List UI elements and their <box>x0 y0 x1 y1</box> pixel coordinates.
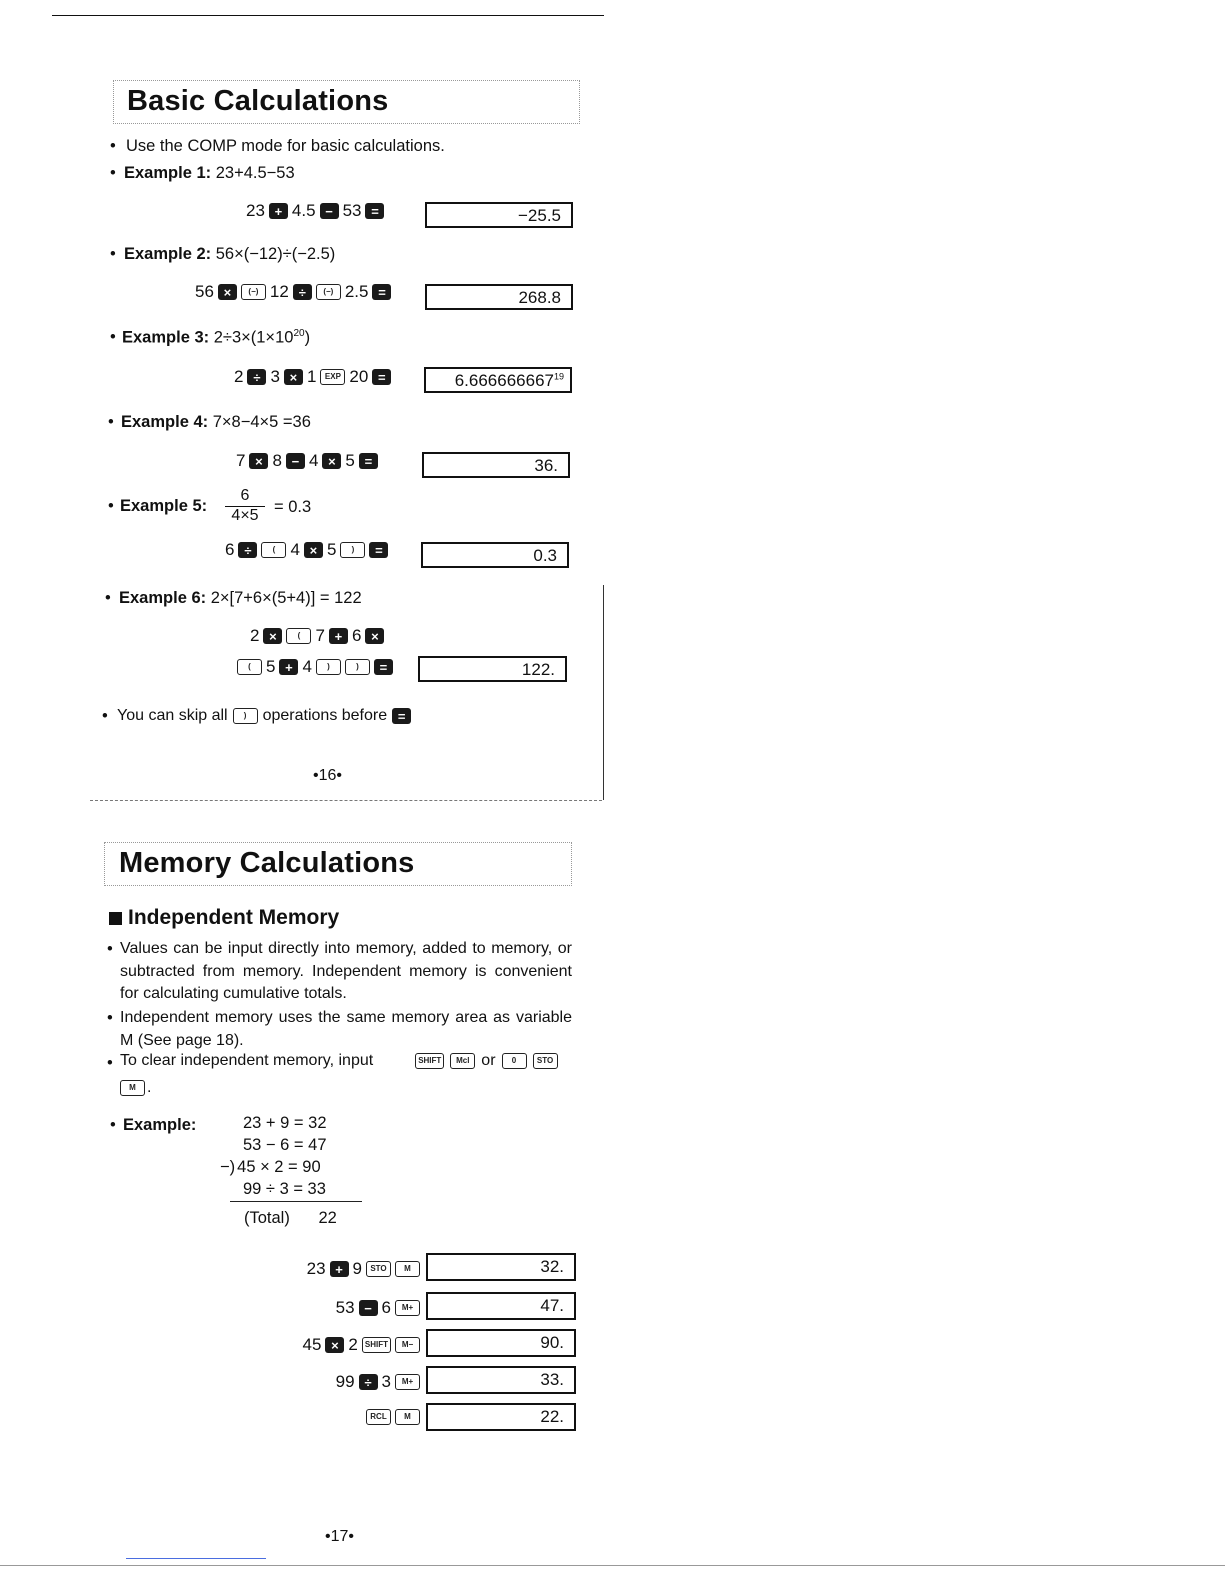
minus-key: − <box>286 453 305 469</box>
key-sequence <box>246 201 384 221</box>
example-1-line <box>124 164 295 183</box>
example-2-line <box>124 245 335 264</box>
key-value: 12 <box>269 282 289 301</box>
key-value: 9 <box>352 1259 362 1278</box>
key-value: 3 <box>381 1372 391 1391</box>
key-value: 8 <box>272 451 282 470</box>
key-sequence <box>236 451 378 471</box>
result-display: −25.5 <box>425 202 573 228</box>
divide-key: ÷ <box>293 284 312 300</box>
multiply-key: × <box>249 453 268 469</box>
key-value: 2 <box>250 626 260 645</box>
equals-key: = <box>372 284 391 300</box>
bullet-dot: • <box>110 1116 116 1134</box>
connector-text: or <box>481 1052 496 1069</box>
bullet-dot: • <box>107 1054 113 1072</box>
bullet-text: Independent memory uses the same memory area as variable M (See page 18). <box>120 1009 572 1049</box>
page-title: Basic Calculations <box>127 85 389 117</box>
close-paren-key: ) <box>233 708 258 724</box>
bullet-text: Values can be input directly into memory, added to memory, or subtracted from memory. Independent memory is convenient for calculating cumulative totals. <box>120 940 572 1002</box>
key-value: 23 <box>306 1259 326 1278</box>
multiply-key: × <box>325 1337 344 1353</box>
close-paren-key: ) <box>345 659 370 675</box>
negative-key: (−) <box>241 284 266 300</box>
key-sequence <box>336 1298 420 1318</box>
calc-row <box>243 1136 327 1155</box>
result-display: 122. <box>418 656 567 682</box>
key-value: 2.5 <box>344 282 369 301</box>
shift-key: SHIFT <box>362 1337 391 1353</box>
key-sequence <box>366 1409 420 1425</box>
clear-memory-instruction <box>120 1052 558 1070</box>
total-label: (Total) <box>244 1209 290 1227</box>
example-label: Example 4: <box>121 413 209 431</box>
calc-expression: 53 − 6 = 47 <box>243 1136 327 1154</box>
equals-key: = <box>392 708 411 724</box>
calc-row <box>243 1114 327 1133</box>
divide-key: ÷ <box>247 369 266 385</box>
fraction <box>225 487 265 525</box>
calc-prefix: −) <box>220 1158 236 1176</box>
multiply-key: × <box>284 369 303 385</box>
key-value: 6 <box>381 1298 391 1317</box>
display-exponent: 19 <box>553 371 564 382</box>
key-value: 99 <box>335 1372 355 1391</box>
bullet-dot: • <box>108 497 114 515</box>
key-sequence <box>237 657 393 677</box>
sto-key: STO <box>366 1261 391 1277</box>
minus-key: − <box>320 203 339 219</box>
key-sequence <box>303 1335 421 1355</box>
key-value: 4 <box>308 451 319 470</box>
bullet-dot: • <box>110 164 116 182</box>
note-text: operations before <box>262 707 388 724</box>
shift-key: SHIFT <box>415 1053 444 1069</box>
example-expression: 56×(−12)÷(−2.5) <box>215 245 336 263</box>
plus-key: + <box>269 203 288 219</box>
key-value: 4.5 <box>291 201 316 220</box>
heading-square-icon <box>109 912 122 925</box>
subsection-heading <box>109 906 339 930</box>
example-6-line <box>119 589 362 608</box>
key-value: 6 <box>225 540 235 559</box>
key-value: 2 <box>234 367 244 386</box>
key-value: 23 <box>246 201 265 220</box>
bullet-dot: • <box>110 137 116 155</box>
example-expression: 7×8−4×5 =36 <box>212 413 311 431</box>
key-sequence <box>234 367 391 387</box>
total-value: 22 <box>318 1209 337 1227</box>
example-expression: 2×[7+6×(5+4)] = 122 <box>210 589 362 607</box>
page-edge <box>603 585 604 800</box>
result-display: 90. <box>426 1329 576 1357</box>
key-sequence <box>250 626 384 646</box>
top-rule <box>52 15 604 16</box>
m-plus-key: M+ <box>395 1300 420 1316</box>
example-expression: 2÷3×(1×10 <box>213 328 294 347</box>
page-number: •16• <box>313 767 342 784</box>
m-key: M <box>395 1261 420 1277</box>
result-display: 32. <box>426 1253 576 1281</box>
rcl-key: RCL <box>366 1409 391 1425</box>
key-value: 45 <box>302 1335 322 1354</box>
calc-row <box>243 1180 326 1199</box>
mcl-key: Mcl <box>450 1053 475 1069</box>
bullet-dot: • <box>102 707 108 725</box>
example-3-line <box>122 328 310 348</box>
bullet-dot: • <box>107 940 113 958</box>
bullet-dot: • <box>110 245 116 263</box>
key-value: 6 <box>351 626 362 645</box>
divide-key: ÷ <box>359 1374 378 1390</box>
sto-key: STO <box>533 1053 558 1069</box>
key-value: 53 <box>335 1298 355 1317</box>
m-plus-key: M+ <box>395 1374 420 1390</box>
m-minus-key: M− <box>395 1337 420 1353</box>
example-label: Example: <box>123 1116 197 1134</box>
open-paren-key: ( <box>237 659 262 675</box>
example-expression: 23+4.5−53 <box>215 164 295 182</box>
calc-expression: 45 × 2 = 90 <box>237 1158 321 1176</box>
example-expression: = 0.3 <box>274 498 312 516</box>
example-label: Example 5: <box>120 497 208 515</box>
key-value: 7 <box>315 626 325 645</box>
result-display: 268.8 <box>425 284 573 310</box>
equals-key: = <box>359 453 378 469</box>
calc-expression: 99 ÷ 3 = 33 <box>243 1180 326 1198</box>
bullet-text: To clear independent memory, input <box>120 1052 374 1069</box>
key-value: 4 <box>302 657 312 676</box>
calc-row <box>220 1158 321 1177</box>
note-text: You can skip all <box>117 707 228 724</box>
display-value: 6.666666667 <box>454 371 554 390</box>
multiply-key: × <box>218 284 237 300</box>
m-key: M <box>120 1080 145 1096</box>
plus-key: + <box>279 659 298 675</box>
bottom-rule <box>0 1565 1225 1566</box>
key-value: 53 <box>342 201 362 220</box>
key-value: 1 <box>306 367 317 386</box>
key-value: 56 <box>195 282 214 301</box>
divide-key: ÷ <box>238 542 257 558</box>
total-row <box>244 1209 337 1228</box>
multiply-key: × <box>365 628 384 644</box>
open-paren-key: ( <box>261 542 286 558</box>
example-4-line <box>121 413 311 432</box>
equals-key: = <box>374 659 393 675</box>
key-value: 7 <box>236 451 246 470</box>
m-key: M <box>395 1409 420 1425</box>
bullet-dot: • <box>107 1009 113 1027</box>
open-paren-key: ( <box>286 628 311 644</box>
result-display: 33. <box>426 1366 576 1394</box>
key-value: 4 <box>290 540 300 559</box>
intro-text: Use the COMP mode for basic calculations. <box>126 137 445 155</box>
bullet-dot: • <box>105 589 111 607</box>
key-value: 5 <box>266 657 276 676</box>
bullet-dot: • <box>110 328 116 346</box>
key-sequence <box>307 1259 420 1279</box>
close-paren-key: ) <box>340 542 365 558</box>
result-display: 22. <box>426 1403 576 1431</box>
result-display <box>424 367 572 393</box>
equals-key: = <box>369 542 388 558</box>
key-value: 5 <box>326 540 337 559</box>
multiply-key: × <box>304 542 323 558</box>
page-divider <box>90 800 602 801</box>
skip-note <box>117 707 411 725</box>
zero-key: 0 <box>502 1053 527 1069</box>
subsection-title: Independent Memory <box>128 906 340 929</box>
exponent: 20 <box>293 328 305 339</box>
total-rule <box>230 1201 362 1202</box>
key-sequence <box>225 540 388 560</box>
example-label: Example 2: <box>124 245 212 263</box>
example-label: Example 6: <box>119 589 207 607</box>
clear-memory-instruction-end: M . <box>120 1079 151 1097</box>
key-value: 5 <box>345 451 355 470</box>
result-display: 36. <box>422 452 570 478</box>
calc-expression: 23 + 9 = 32 <box>243 1114 327 1132</box>
page-number: •17• <box>325 1528 354 1545</box>
plus-key: + <box>329 628 348 644</box>
fraction-denominator: 4×5 <box>231 507 259 524</box>
multiply-key: × <box>263 628 282 644</box>
close-paren-key: ) <box>316 659 341 675</box>
key-value: 20 <box>349 367 369 386</box>
key-sequence <box>336 1372 420 1392</box>
example-label: Example 3: <box>122 328 210 347</box>
plus-key: + <box>330 1261 349 1277</box>
key-value: 3 <box>270 367 280 386</box>
exp-key: EXP <box>320 369 345 385</box>
page-title: Memory Calculations <box>119 847 415 879</box>
minus-key: − <box>359 1300 378 1316</box>
bottom-link-rule <box>126 1558 266 1559</box>
equals-key: = <box>372 369 391 385</box>
fraction-numerator: 6 <box>225 487 265 507</box>
example-label: Example 1: <box>124 164 212 182</box>
key-value: 2 <box>348 1335 358 1354</box>
result-display: 0.3 <box>421 542 569 568</box>
multiply-key: × <box>322 453 341 469</box>
expression-end: ) <box>304 328 311 347</box>
negative-key: (−) <box>316 284 341 300</box>
result-display: 47. <box>426 1292 576 1320</box>
key-sequence <box>195 282 391 302</box>
bullet-dot: • <box>108 413 114 431</box>
equals-key: = <box>365 203 384 219</box>
